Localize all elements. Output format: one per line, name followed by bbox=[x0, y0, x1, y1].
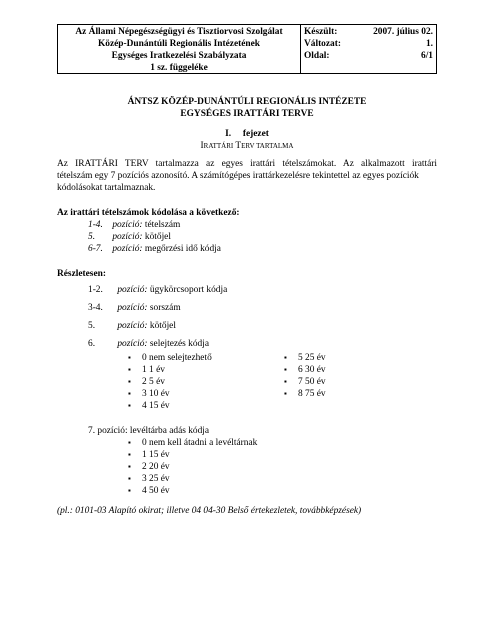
coding-item bbox=[88, 219, 180, 231]
subtitle-cap: I bbox=[200, 141, 204, 151]
detail-num: 6. bbox=[88, 339, 96, 349]
coding-heading: Az irattári tételszámok kódolása a következő: bbox=[57, 208, 240, 218]
selejtezes-code: ▪ 7 50 év bbox=[284, 376, 326, 388]
header-meta-cell bbox=[301, 25, 436, 73]
header-line: Az Állami Népegészségügyi és Tisztiorvosi Szolgálat bbox=[75, 27, 283, 37]
selejtezes-code: ▪ 6 30 év bbox=[284, 364, 326, 376]
detail-num: 3-4. bbox=[88, 303, 103, 313]
meta-label: Készült: bbox=[304, 27, 338, 37]
meta-value: 1. bbox=[425, 39, 433, 49]
selejtezes-code: ▪ 8 75 év bbox=[284, 388, 326, 400]
coding-label: pozíció: bbox=[112, 244, 143, 254]
header-line: Egységes Iratkezelési Szabályzata bbox=[111, 51, 247, 61]
detail-num: 5. bbox=[88, 321, 96, 331]
coding-desc: tételszám bbox=[144, 220, 181, 230]
detail-desc: ügykörcsoport kódja bbox=[149, 285, 228, 295]
coding-desc: megőrzési idő kódja bbox=[144, 244, 221, 254]
meta-value: 6/1 bbox=[421, 51, 433, 61]
detail-label: pozíció: bbox=[117, 339, 148, 349]
detail-item bbox=[88, 302, 181, 314]
detail-desc: sorszám bbox=[149, 303, 181, 313]
chapter-number: I. bbox=[225, 129, 232, 139]
subtitle-cap: T bbox=[235, 141, 242, 151]
subtitle-small: ERV TARTALMA bbox=[241, 142, 294, 150]
header-line: Közép-Dunántúli Regionális Intézetének bbox=[98, 39, 260, 49]
coding-label: pozíció: bbox=[112, 220, 143, 230]
details-heading: Részletesen: bbox=[57, 269, 106, 279]
header-line: 1 sz. függeléke bbox=[150, 63, 208, 73]
header-institution-cell bbox=[58, 25, 301, 73]
coding-desc: kötőjel bbox=[144, 232, 171, 242]
detail-label: pozíció: bbox=[117, 303, 148, 313]
leveltar-code: ▪ 2 20 év bbox=[128, 461, 170, 473]
leveltar-code: ▪ 1 15 év bbox=[128, 449, 170, 461]
coding-label: pozíció: bbox=[112, 232, 143, 242]
detail-label: pozíció: bbox=[117, 285, 148, 295]
coding-num: 1-4. bbox=[88, 220, 103, 230]
document-title: ÁNTSZ KÖZÉP-DUNÁNTÚLI REGIONÁLIS INTÉZETE bbox=[127, 97, 367, 107]
coding-item bbox=[88, 243, 221, 255]
header-meta-row bbox=[304, 26, 433, 38]
selejtezes-code: ▪ 1 1 év bbox=[128, 364, 165, 376]
coding-item bbox=[88, 231, 171, 243]
subtitle-small: RATTÁRI bbox=[203, 142, 234, 150]
selejtezes-code: ▪ 2 5 év bbox=[128, 376, 165, 388]
header-meta-row bbox=[304, 38, 433, 50]
leveltar-code: ▪ 0 nem kell átadni a levéltárnak bbox=[128, 437, 257, 449]
chapter-subtitle bbox=[57, 140, 437, 152]
selejtezes-code: ▪ 5 25 év bbox=[284, 352, 326, 364]
intro-line: Az IRATTÁRI TERV tartalmazza az egyes irattári tételszámokat. Az alkalmazott irattári bbox=[57, 159, 437, 169]
chapter-word: fejezet bbox=[242, 129, 269, 139]
intro-line: tételszám egy 7 pozíciós azonosító. A számítógépes irattárkezelésre tekintettel az egyes pozíciók bbox=[57, 171, 419, 181]
document-header-table bbox=[57, 24, 437, 74]
example-note: (pl.: 0101-03 Alapító okirat; illetve 04 04-30 Belső értekezletek, továbbképzések) bbox=[57, 506, 362, 516]
coding-num: 5. bbox=[88, 232, 96, 242]
position-7-heading: 7. pozíció: levéltárba adás kódja bbox=[88, 426, 210, 436]
coding-num: 6-7. bbox=[88, 244, 103, 254]
header-meta-row bbox=[304, 50, 433, 62]
leveltar-code: ▪ 4 50 év bbox=[128, 485, 170, 497]
chapter-heading bbox=[57, 128, 437, 140]
leveltar-code: ▪ 3 25 év bbox=[128, 473, 170, 485]
meta-value: 2007. július 02. bbox=[373, 27, 433, 37]
selejtezes-code: ▪ 0 nem selejtezhető bbox=[128, 352, 212, 364]
detail-item bbox=[88, 338, 209, 350]
selejtezes-code: ▪ 4 15 év bbox=[128, 400, 170, 412]
detail-desc: kötőjel bbox=[149, 321, 176, 331]
meta-label: Változat: bbox=[304, 39, 341, 49]
meta-label: Oldal: bbox=[304, 51, 330, 61]
document-subtitle: EGYSÉGES IRATTÁRI TERVE bbox=[180, 109, 314, 119]
detail-item bbox=[88, 284, 227, 296]
detail-item bbox=[88, 320, 176, 332]
intro-line: kódolásokat tartalmaznak. bbox=[57, 183, 156, 193]
detail-label: pozíció: bbox=[117, 321, 148, 331]
detail-num: 1-2. bbox=[88, 285, 103, 295]
selejtezes-code: ▪ 3 10 év bbox=[128, 388, 170, 400]
detail-desc: selejtezés kódja bbox=[149, 339, 209, 349]
